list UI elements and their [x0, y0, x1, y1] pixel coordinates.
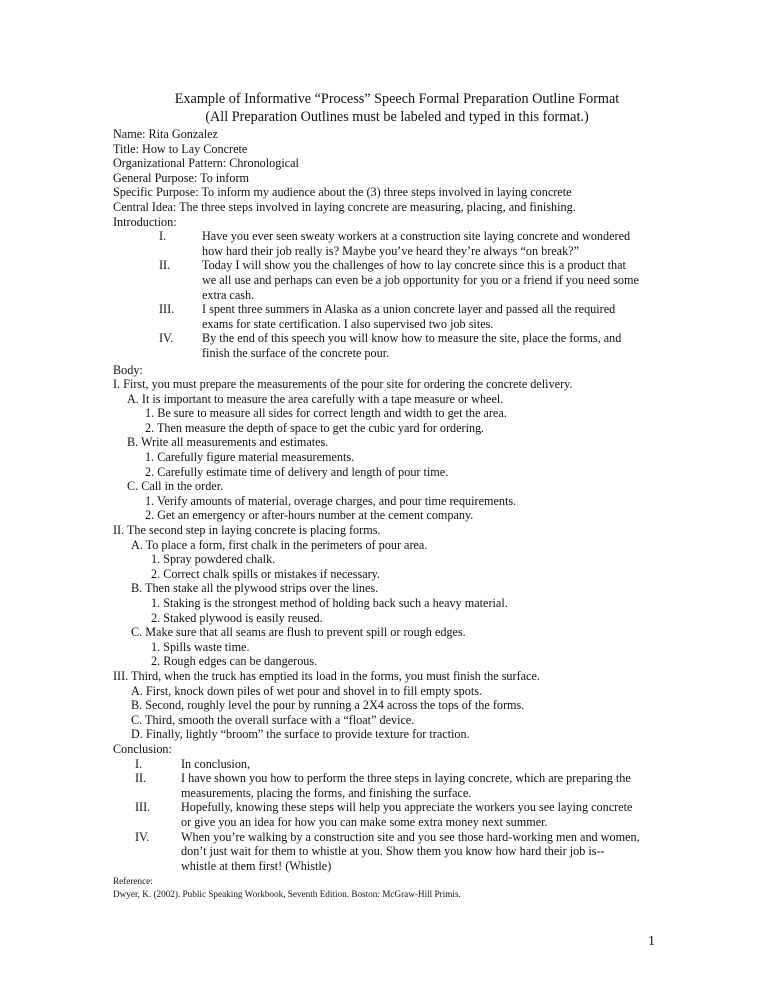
body-subpoint: A. To place a form, first chalk in the perimeters of pour area. [131, 537, 428, 552]
body-subpoint: B. Then stake all the plywood strips over the lines. [131, 581, 379, 596]
conclusion-item-line: whistle at them first! (Whistle) [181, 858, 332, 873]
meta-title: Title: How to Lay Concrete [113, 141, 248, 156]
document-title: Example of Informative “Process” Speech Formal Preparation Outline Format [174, 91, 620, 107]
body-point-2: II. The second step in laying concrete is placing forms. [113, 523, 381, 538]
intro-item-line: finish the surface of the concrete pour. [202, 345, 390, 360]
reference-citation: Dwyer, K. (2002). Public Speaking Workbook, Seventh Edition. Boston: McGraw-Hill Primis. [113, 889, 461, 900]
conclusion-section [113, 757, 661, 874]
intro-item-number: I. [159, 229, 167, 244]
introduction-heading: Introduction: [113, 214, 177, 229]
conclusion-item-number: II. [135, 771, 147, 786]
intro-item-line: extra cash. [202, 287, 255, 302]
body-subsubpoint: 1. Verify amounts of material, overage charges, and pour time requirements. [145, 493, 517, 508]
body-subsubpoint: 2. Correct chalk spills or mistakes if necessary. [151, 566, 381, 581]
conclusion-item-line: I have shown you how to perform the three steps in laying concrete, which are preparing the [181, 771, 631, 786]
reference-section [113, 875, 661, 901]
page-number: 1 [648, 934, 655, 949]
meta-pattern: Organizational Pattern: Chronological [113, 156, 299, 171]
intro-item-line: Today I will show you the challenges of how to lay concrete since this is a product that [202, 258, 626, 273]
conclusion-item-number: I. [135, 756, 143, 771]
body-subsubpoint: 1. Spills waste time. [151, 639, 250, 654]
conclusion-item-line: don’t just wait for them to whistle at you. Show them you know how hard their job is-- [181, 844, 605, 859]
conclusion-item-line: measurements, placing the forms, and finishing the surface. [181, 785, 472, 800]
conclusion-item-number: III. [135, 800, 151, 815]
body-subsubpoint: 1. Be sure to measure all sides for correct length and width to get the area. [145, 406, 507, 421]
conclusion-item-line: Hopefully, knowing these steps will help you appreciate the workers you see laying concrete [181, 800, 633, 815]
body-subpoint: A. First, knock down piles of wet pour and shovel in to fill empty spots. [131, 683, 483, 698]
intro-item [159, 331, 661, 360]
intro-item [159, 302, 661, 331]
body-subsubpoint: 2. Get an emergency or after-hours number at the cement company. [145, 508, 474, 523]
body-subsubpoint: 2. Staked plywood is easily reused. [151, 610, 323, 625]
document-subtitle: (All Preparation Outlines must be labeled and typed in this format.) [205, 109, 589, 125]
conclusion-item-line: or give you an idea for how you can make some extra money next summer. [181, 814, 548, 829]
intro-item-number: II. [159, 258, 171, 273]
meta-specific-purpose: Specific Purpose: To inform my audience about the (3) three steps involved in laying concrete [113, 185, 572, 200]
intro-item [159, 258, 661, 302]
body-subsubpoint: 2. Carefully estimate time of delivery and length of pour time. [145, 464, 449, 479]
intro-item-line: I spent three summers in Alaska as a union concrete layer and passed all the required [202, 302, 616, 317]
body-subpoint: B. Write all measurements and estimates. [127, 435, 329, 450]
intro-item-line: Have you ever seen sweaty workers at a construction site laying concrete and wondered [202, 229, 631, 244]
body-subsubpoint: 1. Spray powdered chalk. [151, 552, 276, 567]
body-subsubpoint: 2. Then measure the depth of space to get the cubic yard for ordering. [145, 420, 485, 435]
intro-item-line: exams for state certification. I also supervised two job sites. [202, 316, 494, 331]
introduction-section [113, 229, 661, 360]
body-subpoint: D. Finally, lightly “broom” the surface to provide texture for traction. [131, 727, 470, 742]
conclusion-item [135, 830, 661, 874]
body-point-1: I. First, you must prepare the measurements of the pour site for ordering the concrete delivery. [113, 377, 573, 392]
body-subpoint: A. It is important to measure the area carefully with a tape measure or wheel. [127, 391, 504, 406]
intro-item-line: By the end of this speech you will know how to measure the site, place the forms, and [202, 331, 622, 346]
intro-item-number: III. [159, 302, 175, 317]
conclusion-item-line: When you’re walking by a construction site and you see those hard-working men and women, [181, 829, 640, 844]
body-subsubpoint: 2. Rough edges can be dangerous. [151, 654, 318, 669]
body-subpoint: C. Make sure that all seams are flush to prevent spill or rough edges. [131, 625, 466, 640]
conclusion-item [135, 800, 661, 829]
conclusion-item-number: IV. [135, 829, 150, 844]
body-subpoint: C. Third, smooth the overall surface with a “float” device. [131, 712, 415, 727]
intro-item-line: we all use and perhaps can even be a job opportunity for you or a friend if you need some [202, 272, 639, 287]
conclusion-heading: Conclusion: [113, 741, 172, 756]
meta-name: Name: Rita Gonzalez [113, 127, 218, 141]
conclusion-item [135, 757, 661, 772]
reference-heading: Reference: [113, 876, 153, 887]
intro-item-line: how hard their job really is? Maybe you’ve heard they’re always “on break?” [202, 243, 579, 258]
body-subpoint: B. Second, roughly level the pour by running a 2X4 across the tops of the forms. [131, 698, 525, 713]
body-heading: Body: [113, 362, 143, 377]
body-subpoint: C. Call in the order. [127, 479, 224, 494]
conclusion-item-line: In conclusion, [181, 756, 251, 771]
body-subsubpoint: 1. Carefully figure material measurements. [145, 450, 355, 465]
meta-general-purpose: General Purpose: To inform [113, 170, 250, 185]
conclusion-item [135, 771, 661, 800]
body-subsubpoint: 1. Staking is the strongest method of holding back such a heavy material. [151, 596, 508, 610]
intro-item-number: IV. [159, 331, 174, 346]
intro-item [159, 229, 661, 258]
outline-document [113, 90, 661, 901]
body-point-3: III. Third, when the truck has emptied its load in the forms, you must finish the surface. [113, 668, 540, 683]
meta-central-idea: Central Idea: The three steps involved in laying concrete are measuring, placing, and finishing. [113, 199, 576, 214]
